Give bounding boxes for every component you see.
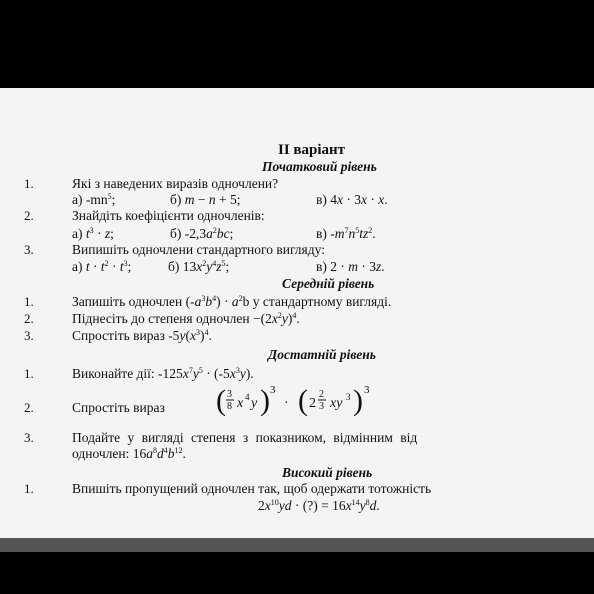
identity-formula: $2x^{10}yd$ · (?) = $16x^{14}y^8d$.: [258, 498, 380, 513]
question-text-continued: одночлен: $16a^8d^4b^{12}$.: [72, 446, 186, 461]
question-text: Спростіть вираз $-5y(x^3)^4$.: [72, 328, 212, 343]
item-number: 1.: [24, 481, 34, 496]
svg-text:3: 3: [364, 384, 370, 396]
option-a: а) $t \cdot t^2 \cdot t^3$;: [72, 259, 132, 274]
question-text: Виконайте дії: $-125x^7y^5 \cdot (-5x^3y)$.: [72, 366, 254, 381]
item-number: 2.: [24, 400, 34, 415]
svg-text:(: (: [216, 384, 226, 417]
item-number: 1.: [24, 176, 34, 191]
svg-text:): ): [353, 384, 363, 417]
item-number: 3.: [24, 328, 34, 343]
question-text: Які з наведених виразів одночлени?: [72, 176, 279, 191]
item-number: 2.: [24, 208, 34, 223]
svg-text:3: 3: [270, 384, 276, 396]
question-text: Піднесіть до степеня одночлен $-(2x^2y)^4$.: [72, 311, 300, 326]
svg-text:3: 3: [346, 392, 351, 402]
svg-text:3: 3: [319, 401, 324, 412]
option-a: а) $-mn^5$;: [72, 192, 116, 207]
svg-text:(: (: [298, 384, 308, 417]
question-text: Впишіть пропущений одночлен так, щоб одержати тотожність: [72, 481, 432, 496]
svg-text:x: x: [237, 396, 244, 411]
option-b: б) $-2,3a^2bc$;: [170, 226, 234, 241]
svg-text:): ): [260, 384, 270, 417]
question-text: Запишіть одночлен $(-a^3b^4) \cdot a^2b$ у стандартному вигляді.: [72, 294, 392, 309]
question-text: Випишіть одночлени стандартного вигляду:: [72, 242, 325, 257]
item-number: 2.: [24, 311, 34, 326]
bottom-bar: [0, 538, 594, 552]
variant-title: ІІ варіант: [278, 142, 346, 158]
question-text: Знайдіть коефіцієнти одночленів:: [72, 208, 265, 223]
question-text: Спростіть вираз: [72, 400, 165, 415]
svg-text:4: 4: [245, 392, 250, 402]
svg-text:y: y: [251, 396, 258, 411]
svg-text:·: ·: [284, 396, 289, 411]
svg-text:xy: xy: [330, 396, 343, 411]
section-heading-intermediate: Середній рівень: [282, 276, 375, 291]
option-c: в) 2 · m · 3z.: [316, 259, 385, 274]
svg-text:2: 2: [309, 396, 316, 411]
section-heading-high: Високий рівень: [282, 465, 373, 480]
option-a: а) $t^3 \cdot z$;: [72, 226, 114, 241]
expression-formula: [214, 380, 404, 420]
section-heading-basic: Початковий рівень: [262, 159, 377, 174]
option-b: б) m − n + 5;: [170, 192, 241, 207]
svg-text:2: 2: [319, 389, 324, 400]
question-text: Подайте у вигляді степеня з показником, відмінним від: [72, 430, 418, 445]
option-c: в) $-m^7n^5tz^2$.: [316, 226, 376, 241]
svg-text:8: 8: [227, 401, 232, 412]
item-number: 3.: [24, 242, 34, 257]
item-number: 1.: [24, 366, 34, 381]
section-heading-sufficient: Достатній рівень: [268, 347, 376, 362]
option-c: в) 4x · 3x · x.: [316, 192, 388, 207]
item-number: 1.: [24, 294, 34, 309]
item-number: 3.: [24, 430, 34, 445]
option-b: б) $13x^2y^4z^5$;: [168, 259, 230, 274]
svg-text:3: 3: [227, 389, 232, 400]
worksheet-page: [0, 88, 594, 538]
